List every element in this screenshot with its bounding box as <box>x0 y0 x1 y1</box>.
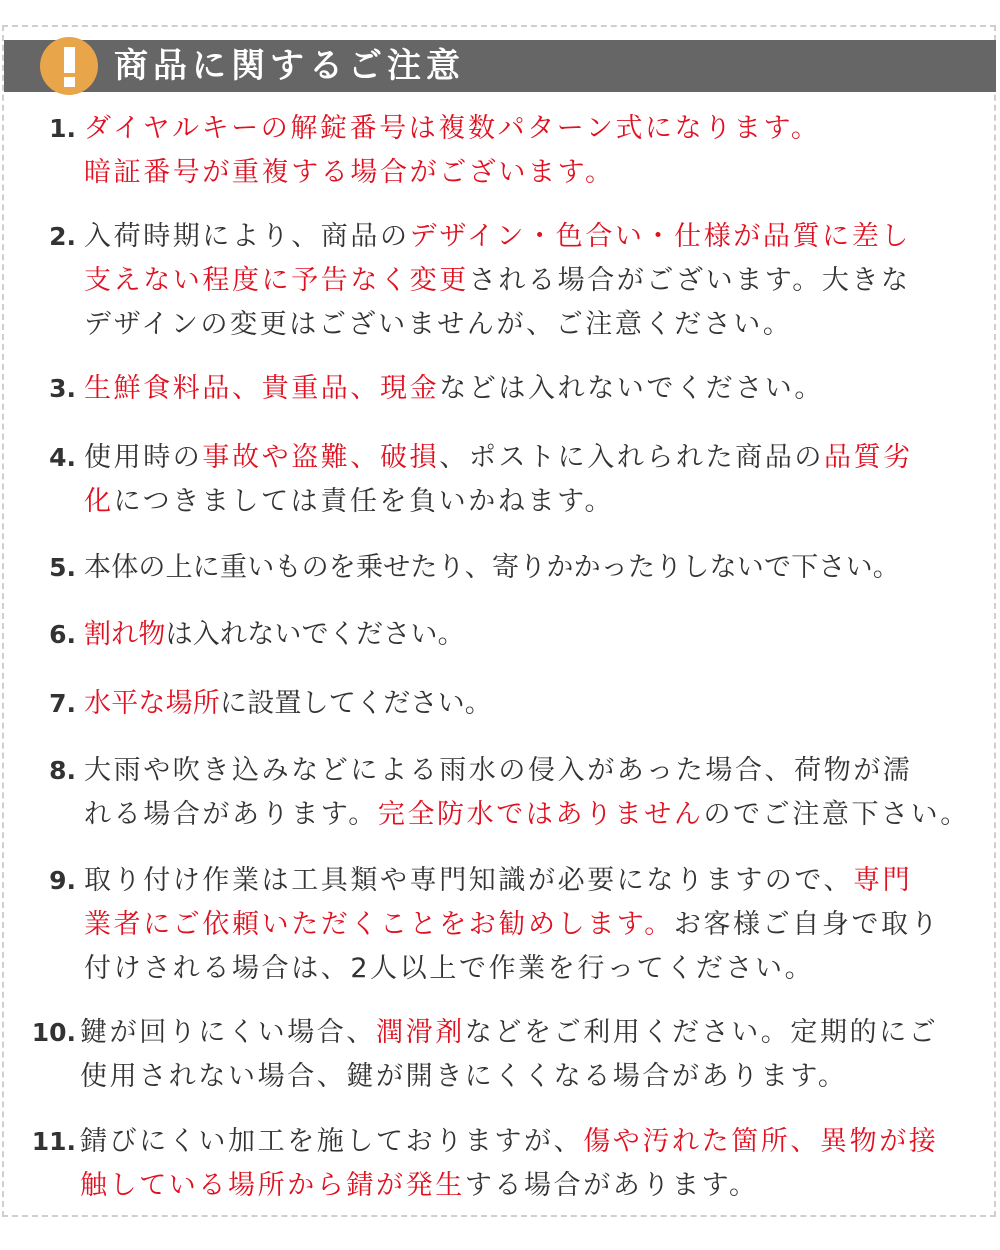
body-text: する場合があります。 <box>464 1170 759 1201</box>
body-text: につきましては責任を負いかねます。 <box>113 486 615 517</box>
item-number: 8. <box>49 756 76 785</box>
body-text: 大雨や吹き込みなどによる雨水の侵入があった場合、荷物が濡 <box>84 755 913 786</box>
item-text <box>84 682 974 726</box>
body-text: 鍵が回りにくい場合、 <box>80 1017 376 1048</box>
item-text <box>80 1120 970 1208</box>
body-text: は入れないでください。 <box>165 619 465 650</box>
body-text: 錆びにくい加工を施しておりますが、 <box>80 1126 584 1157</box>
item-text <box>84 749 974 837</box>
item-text-line <box>84 151 974 195</box>
item-number: 3. <box>49 374 76 403</box>
highlight-text: ダイヤルキーの解錠番号は複数パターン式になります。 <box>84 113 821 144</box>
item-number: 9. <box>49 866 76 895</box>
item-number: 2. <box>49 222 76 251</box>
item-number: 4. <box>49 443 76 472</box>
item-number: 1. <box>49 114 76 143</box>
item-number: 7. <box>49 689 76 718</box>
item-text <box>84 215 974 347</box>
highlight-text: 化 <box>84 486 114 517</box>
item-text-line <box>84 303 974 347</box>
item-text <box>84 436 974 524</box>
body-text: 取り付け作業は工具類や専門知識が必要になりますので、 <box>84 865 854 896</box>
item-text <box>84 859 974 991</box>
highlight-text: 専門 <box>853 865 913 896</box>
item-number: 11. <box>31 1127 76 1156</box>
item-number: 10. <box>31 1018 76 1047</box>
item-text-line <box>80 1164 970 1208</box>
item-text <box>84 613 974 657</box>
exclamation-icon <box>40 37 98 95</box>
highlight-text: 割れ物 <box>84 619 166 650</box>
highlight-text: 暗証番号が重複する場合がございます。 <box>84 157 615 188</box>
item-number: 5. <box>49 553 76 582</box>
highlight-text: 業者にご依頼いただくことをお勧めします。 <box>84 909 674 940</box>
body-text: れる場合があります。 <box>84 799 378 830</box>
item-text-line <box>84 546 974 590</box>
item-text <box>84 367 974 411</box>
highlight-text: 水平な場所 <box>84 688 220 719</box>
item-text-line <box>84 613 974 657</box>
item-text-line <box>84 259 974 303</box>
body-text: 使用時の <box>84 442 203 473</box>
highlight-text: 完全防水ではありません <box>377 799 704 830</box>
body-text: される場合がございます。大きな <box>468 265 911 296</box>
item-text-line <box>84 480 974 524</box>
item-text-line <box>84 749 974 793</box>
body-text: お客様ご自身で取り <box>673 909 941 940</box>
item-text-line <box>84 215 974 259</box>
item-text-line <box>80 1120 970 1164</box>
item-text-line <box>84 682 974 726</box>
highlight-text: 品質劣 <box>824 442 913 473</box>
item-text-line <box>84 903 974 947</box>
body-text: 本体の上に重いものを乗せたり、寄りかかったりしないで下さい。 <box>84 552 900 583</box>
body-text: に設置してください。 <box>220 688 492 719</box>
body-text: 使用されない場合、鍵が開きにくくなる場合があります。 <box>80 1061 848 1092</box>
item-text <box>84 546 974 590</box>
body-text: 付けされる場合は、2人以上で作業を行ってください。 <box>84 953 815 984</box>
highlight-text: 支えない程度に予告なく変更 <box>84 265 469 296</box>
item-text-line <box>84 107 974 151</box>
item-text-line <box>84 367 974 411</box>
item-text <box>84 107 974 195</box>
highlight-text: 事故や盗難、破損 <box>202 442 440 473</box>
body-text: 入荷時期により、商品の <box>84 221 410 252</box>
item-text-line <box>84 947 974 991</box>
exclamation-dot <box>64 77 75 87</box>
item-number: 6. <box>49 620 76 649</box>
body-text: デザインの変更はございませんが、ご注意ください。 <box>84 309 793 340</box>
item-text-line <box>80 1011 970 1055</box>
item-text-line <box>84 436 974 480</box>
item-text-line <box>84 793 974 837</box>
highlight-text: 生鮮食料品、貴重品、現金 <box>84 373 440 404</box>
exclamation-bar <box>64 47 75 73</box>
highlight-text: 潤滑剤 <box>376 1017 465 1048</box>
body-text: などをご利用ください。定期的にご <box>464 1017 939 1048</box>
body-text: などは入れないでください。 <box>439 373 825 404</box>
item-text <box>80 1011 970 1099</box>
highlight-text: 傷や汚れた箇所、異物が接 <box>583 1126 939 1157</box>
item-text-line <box>84 859 974 903</box>
body-text: のでご注意下さい。 <box>703 799 970 830</box>
body-text: 、ポストに入れられた商品の <box>439 442 825 473</box>
page-title: 商品に関するご注意 <box>114 46 465 86</box>
highlight-text: デザイン・色合い・仕様が品質に差し <box>409 221 911 252</box>
highlight-text: 触している場所から錆が発生 <box>80 1170 465 1201</box>
item-text-line <box>80 1055 970 1099</box>
